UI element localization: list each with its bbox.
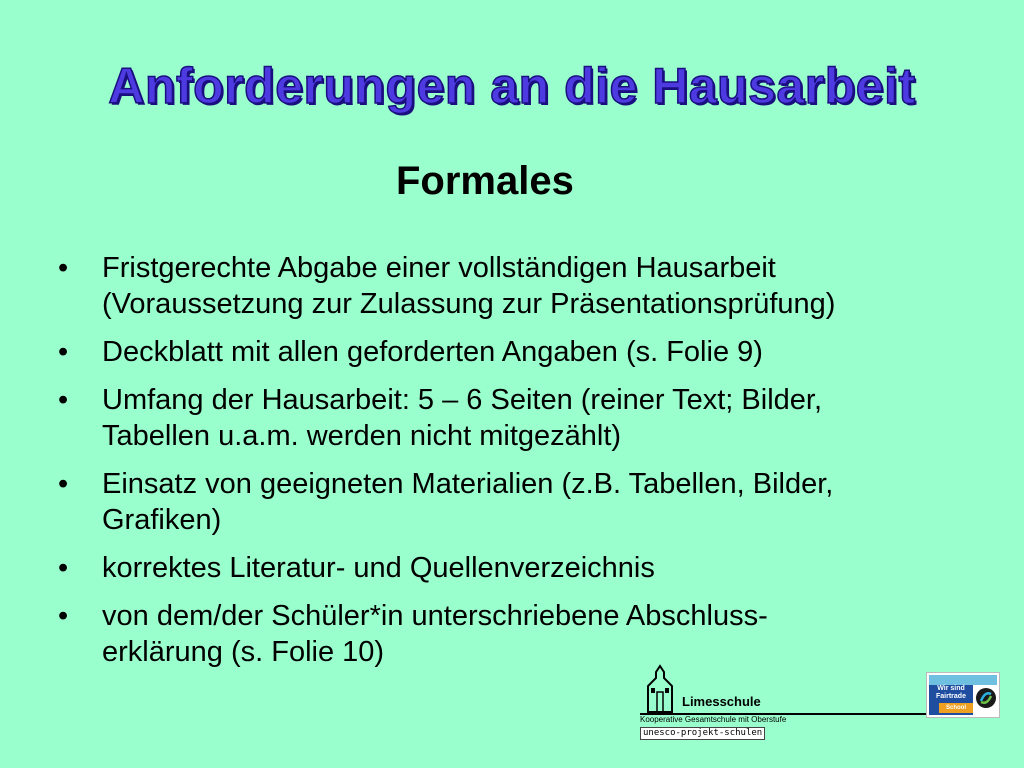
bullet-item [58,250,988,322]
fairtrade-mark-icon [975,687,997,709]
unesco-label: unesco-projekt-schulen [640,727,765,740]
slide-subtitle: Formales [396,159,574,203]
bullet-line: Deckblatt mit allen geforderten Angaben (s. Folie 9) [102,336,763,368]
bullet-line: Tabellen u.a.m. werden nicht mitgezählt) [102,420,622,452]
bullet-marker: • [58,600,69,632]
bullet-line: korrektes Literatur- und Quellenverzeichnis [102,552,655,584]
bullet-item [58,334,988,370]
bullet-marker: • [58,252,69,284]
fairtrade-top-band [929,675,997,685]
bullet-item [58,550,988,586]
fairtrade-line1: Wir sind [937,685,965,692]
fairtrade-line2: Fairtrade [936,693,966,700]
limesschule-logo [640,664,940,746]
bullet-list [58,250,988,682]
fairtrade-line3: School [939,703,973,713]
bullet-line: (Voraussetzung zur Zulassung zur Präsentationsprüfung) [102,288,836,320]
bullet-line: von dem/der Schüler*in unterschriebene Abschluss- [102,600,768,632]
bullet-line: Fristgerechte Abgabe einer vollständigen Hausarbeit [102,252,776,284]
bullet-line: Grafiken) [102,504,222,536]
bullet-item [58,382,988,454]
school-subtitle: Kooperative Gesamtschule mit Oberstufe [640,715,787,724]
bullet-line: erklärung (s. Folie 10) [102,636,385,668]
bullet-marker: • [58,384,69,416]
bullet-line: Einsatz von geeigneten Materialien (z.B. Tabellen, Bilder, [102,468,834,500]
school-house-icon [642,664,678,716]
bullet-marker: • [58,552,69,584]
fairtrade-school-logo [926,672,1000,718]
slide-title: Anforderungen an die Hausarbeit [108,58,916,114]
school-name: Limesschule [682,694,761,709]
bullet-item [58,466,988,538]
bullet-line: Umfang der Hausarbeit: 5 – 6 Seiten (reiner Text; Bilder, [102,384,823,416]
bullet-item [58,598,988,670]
bullet-marker: • [58,336,69,368]
bullet-marker: • [58,468,69,500]
